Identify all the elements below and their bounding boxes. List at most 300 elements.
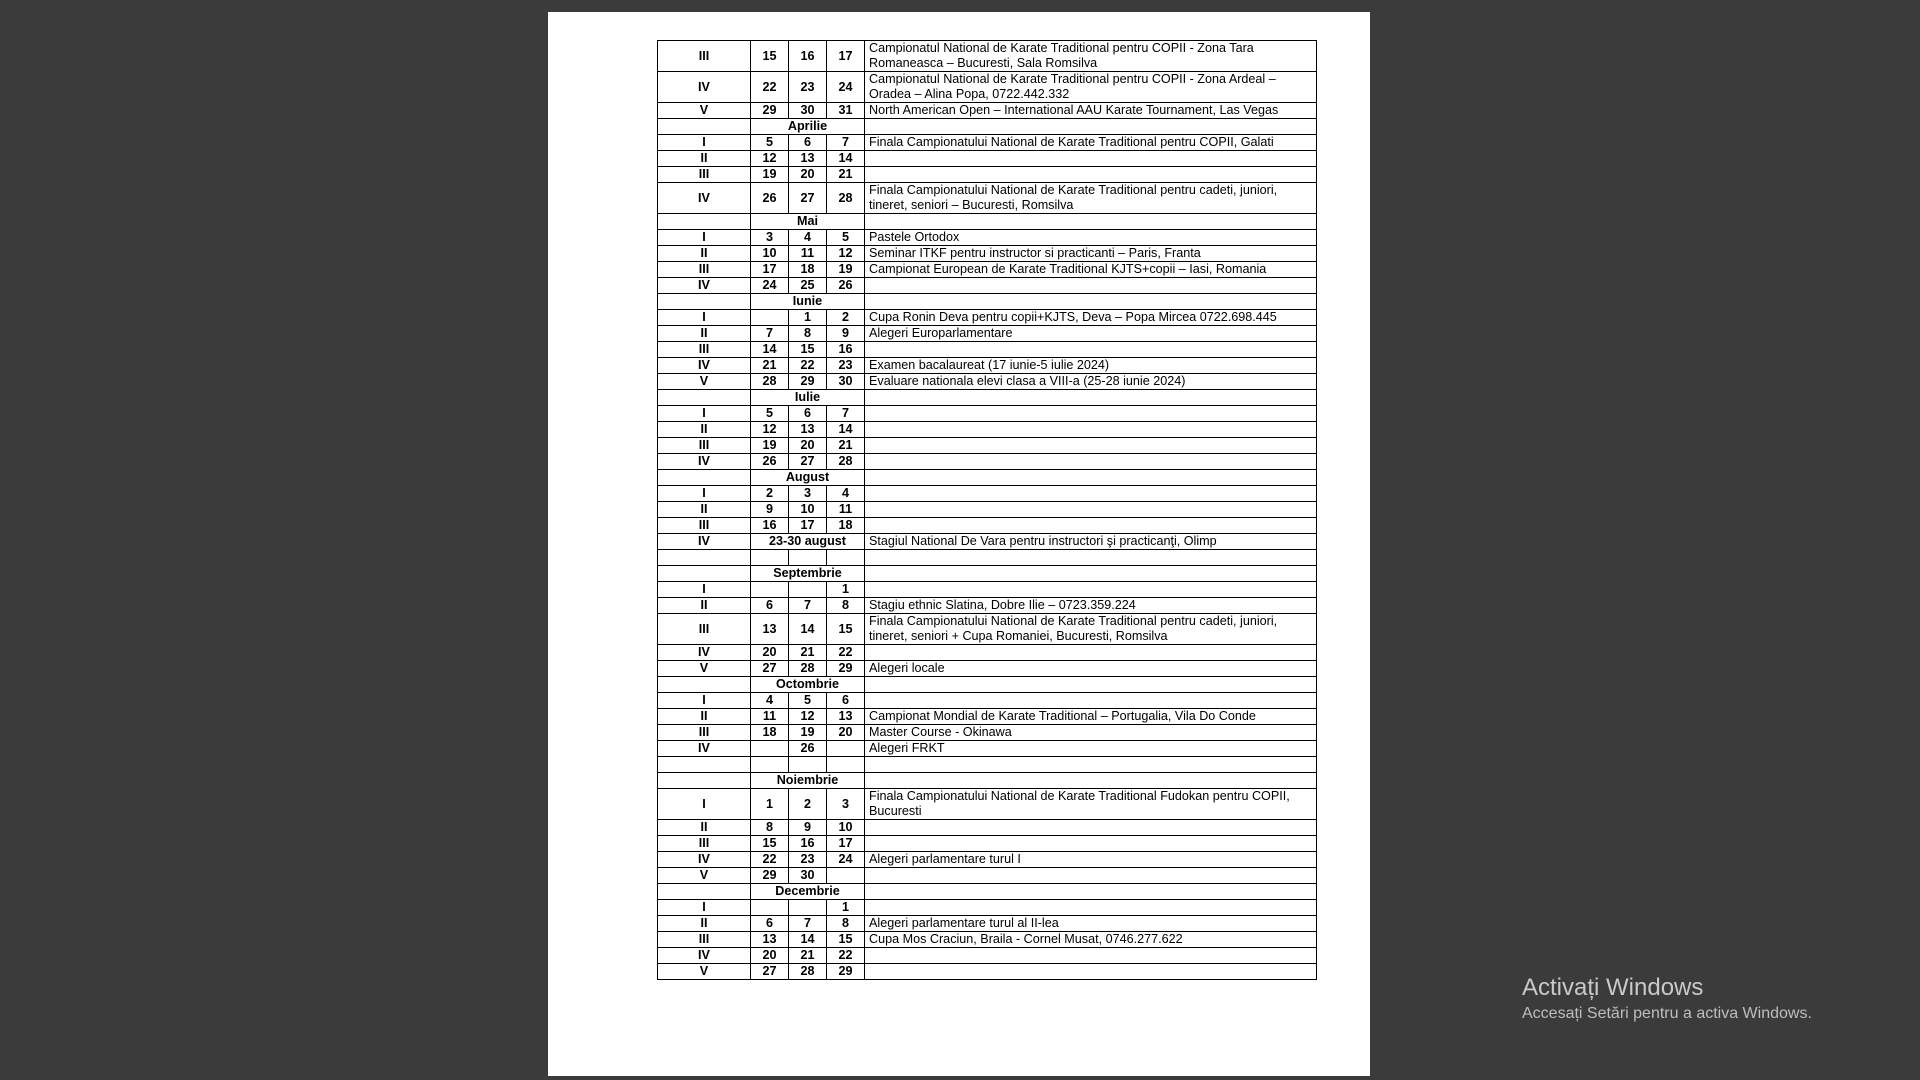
week-row [658,326,1317,342]
day-cell: 7 [789,916,827,932]
day-cell: 29 [827,661,865,677]
event-cell [865,550,1317,566]
week-number-cell: III [658,438,751,454]
week-row [658,151,1317,167]
day-cell: 2 [789,789,827,820]
day-cell: 25 [789,278,827,294]
day-cell: 21 [827,167,865,183]
day-cell: 17 [789,518,827,534]
event-cell [865,582,1317,598]
day-cell: 26 [751,454,789,470]
week-number-cell [658,550,751,566]
week-number-cell: I [658,900,751,916]
day-cell: 29 [751,103,789,119]
week-number-cell: IV [658,454,751,470]
event-cell: Examen bacalaureat (17 iunie-5 iulie 2024) [865,358,1317,374]
month-name: Octombrie [751,677,865,693]
event-cell: Cupa Ronin Deva pentru copii+KJTS, Deva – Popa Mircea 0722.698.445 [865,310,1317,326]
day-cell: 10 [789,502,827,518]
month-header-row [658,119,1317,135]
event-cell: Campionatul National de Karate Traditional pentru COPII - Zona Ardeal – Oradea – Alina Popa, 0722.442.332 [865,72,1317,103]
week-row [658,230,1317,246]
week-row [658,932,1317,948]
day-cell: 2 [751,486,789,502]
event-cell: Alegeri locale [865,661,1317,677]
day-cell: 8 [827,598,865,614]
week-number-cell: IV [658,645,751,661]
event-cell [865,518,1317,534]
event-cell: Finala Campionatului National de Karate Traditional pentru cadeti, juniori, tineret, seniori – Bucuresti, Romsilva [865,183,1317,214]
day-cell [827,868,865,884]
event-cell [865,390,1317,406]
week-row [658,916,1317,932]
week-row [658,709,1317,725]
week-number-cell: I [658,582,751,598]
month-name: Noiembrie [751,773,865,789]
week-number-cell: I [658,135,751,151]
event-cell [865,948,1317,964]
week-number-cell: I [658,789,751,820]
month-header-row [658,390,1317,406]
week-row [658,167,1317,183]
day-cell [789,582,827,598]
week-row [658,900,1317,916]
day-cell: 30 [789,868,827,884]
event-cell [865,406,1317,422]
week-number-cell: III [658,518,751,534]
week-number-cell: IV [658,741,751,757]
week-row [658,454,1317,470]
week-number-cell: I [658,310,751,326]
month-header-row [658,884,1317,900]
day-cell: 8 [751,820,789,836]
week-number-cell: V [658,374,751,390]
day-cell [789,900,827,916]
day-cell: 30 [789,103,827,119]
day-cell: 28 [789,964,827,980]
event-cell: Stagiu ethnic Slatina, Dobre Ilie – 0723.359.224 [865,598,1317,614]
event-cell: Alegeri parlamentare turul al II-lea [865,916,1317,932]
day-cell: 5 [751,135,789,151]
event-cell [865,645,1317,661]
week-row [658,741,1317,757]
day-cell: 14 [827,422,865,438]
event-cell [865,868,1317,884]
event-cell [865,757,1317,773]
day-cell: 13 [789,422,827,438]
day-cell: 8 [827,916,865,932]
event-cell: Alegeri FRKT [865,741,1317,757]
week-number-cell [658,119,751,135]
day-cell: 9 [827,326,865,342]
day-cell: 6 [789,135,827,151]
week-row [658,693,1317,709]
week-number-cell: II [658,502,751,518]
day-cell: 15 [751,836,789,852]
day-cell: 22 [789,358,827,374]
week-number-cell [658,294,751,310]
month-header-row [658,773,1317,789]
day-cell: 12 [751,422,789,438]
day-cell: 12 [751,151,789,167]
week-number-cell: II [658,151,751,167]
day-cell: 15 [827,614,865,645]
week-number-cell: I [658,406,751,422]
week-number-cell: II [658,709,751,725]
event-cell [865,119,1317,135]
month-header-row [658,214,1317,230]
day-cell: 27 [751,661,789,677]
week-row [658,183,1317,214]
week-row [658,262,1317,278]
day-cell: 11 [751,709,789,725]
day-cell: 22 [751,852,789,868]
day-cell [751,582,789,598]
event-cell [865,964,1317,980]
event-cell: Finala Campionatului National de Karate Traditional Fudokan pentru COPII, Bucuresti [865,789,1317,820]
month-header-row [658,470,1317,486]
day-cell: 10 [751,246,789,262]
day-cell: 1 [827,582,865,598]
day-cell [789,550,827,566]
day-cell: 3 [789,486,827,502]
day-cell: 21 [827,438,865,454]
day-cell: 27 [789,454,827,470]
week-number-cell: III [658,614,751,645]
week-number-cell: IV [658,852,751,868]
week-number-cell: III [658,725,751,741]
day-cell [751,550,789,566]
day-cell [789,757,827,773]
date-range-cell: 23-30 august [751,534,865,550]
day-cell: 4 [827,486,865,502]
day-cell: 29 [789,374,827,390]
day-cell: 23 [789,852,827,868]
event-cell [865,278,1317,294]
day-cell: 12 [827,246,865,262]
week-row [658,868,1317,884]
week-row [658,582,1317,598]
day-cell [751,741,789,757]
windows-activation-watermark [1522,973,1812,1025]
day-cell: 28 [827,183,865,214]
day-cell: 20 [789,167,827,183]
month-name: Mai [751,214,865,230]
day-cell: 14 [789,932,827,948]
month-name: Aprilie [751,119,865,135]
event-cell: Pastele Ortodox [865,230,1317,246]
day-cell: 28 [751,374,789,390]
event-cell: Stagiul National De Vara pentru instructori şi practicanţi, Olimp [865,534,1317,550]
calendar-table [657,40,1317,980]
event-cell [865,438,1317,454]
week-number-cell: V [658,868,751,884]
week-number-cell [658,757,751,773]
day-cell: 7 [789,598,827,614]
week-number-cell: II [658,916,751,932]
month-header-row [658,677,1317,693]
day-cell [827,550,865,566]
day-cell: 20 [827,725,865,741]
week-row [658,422,1317,438]
day-cell: 4 [751,693,789,709]
day-cell: 5 [751,406,789,422]
week-number-cell: II [658,326,751,342]
week-number-cell: III [658,41,751,72]
week-row [658,72,1317,103]
month-name: August [751,470,865,486]
day-cell: 14 [751,342,789,358]
day-cell: 15 [789,342,827,358]
day-cell: 5 [827,230,865,246]
day-cell: 4 [789,230,827,246]
day-cell: 17 [827,41,865,72]
watermark-title: Activați Windows [1522,974,1704,1001]
day-cell: 15 [751,41,789,72]
event-cell [865,836,1317,852]
week-row [658,598,1317,614]
day-cell: 19 [827,262,865,278]
event-cell: Campionat European de Karate Traditional KJTS+copii – Iasi, Romania [865,262,1317,278]
event-cell: Cupa Mos Craciun, Braila - Cornel Musat, 0746.277.622 [865,932,1317,948]
week-number-cell: II [658,422,751,438]
event-cell [865,566,1317,582]
day-cell: 8 [789,326,827,342]
day-cell: 24 [827,852,865,868]
calendar-body [658,41,1317,980]
event-cell [865,820,1317,836]
month-header-row [658,294,1317,310]
week-row [658,725,1317,741]
event-cell [865,151,1317,167]
week-row [658,789,1317,820]
month-name: Iulie [751,390,865,406]
day-cell: 14 [789,614,827,645]
day-cell: 7 [827,135,865,151]
week-number-cell [658,566,751,582]
week-row [658,518,1317,534]
event-cell [865,294,1317,310]
day-cell: 24 [827,72,865,103]
week-row [658,103,1317,119]
week-number-cell [658,214,751,230]
day-cell: 13 [789,151,827,167]
day-cell: 5 [789,693,827,709]
week-number-cell: I [658,486,751,502]
day-cell: 26 [789,741,827,757]
event-cell [865,342,1317,358]
week-number-cell: IV [658,183,751,214]
day-cell: 6 [751,598,789,614]
event-cell [865,502,1317,518]
blank-row [658,550,1317,566]
week-number-cell: III [658,342,751,358]
day-cell: 11 [827,502,865,518]
week-number-cell [658,390,751,406]
event-cell [865,422,1317,438]
day-cell: 20 [751,645,789,661]
day-cell: 18 [827,518,865,534]
day-cell: 21 [751,358,789,374]
week-row [658,135,1317,151]
week-number-cell: IV [658,72,751,103]
week-row [658,948,1317,964]
day-cell: 17 [751,262,789,278]
week-number-cell: IV [658,534,751,550]
week-number-cell: V [658,103,751,119]
week-row [658,358,1317,374]
day-cell: 23 [789,72,827,103]
week-row [658,406,1317,422]
day-cell: 16 [789,41,827,72]
day-cell: 11 [789,246,827,262]
day-cell: 16 [789,836,827,852]
day-cell: 18 [751,725,789,741]
day-cell: 6 [789,406,827,422]
event-cell: Master Course - Okinawa [865,725,1317,741]
week-row [658,310,1317,326]
event-cell [865,486,1317,502]
week-number-cell: III [658,167,751,183]
week-row [658,438,1317,454]
day-cell: 13 [751,614,789,645]
week-number-cell [658,773,751,789]
day-cell: 13 [751,932,789,948]
event-cell [865,900,1317,916]
day-cell [827,757,865,773]
event-cell: Alegeri parlamentare turul I [865,852,1317,868]
day-cell: 15 [827,932,865,948]
document-page [548,12,1370,1076]
week-number-cell [658,884,751,900]
day-cell: 18 [789,262,827,278]
day-cell: 19 [751,167,789,183]
day-cell: 10 [827,820,865,836]
week-number-cell: V [658,964,751,980]
day-cell [751,900,789,916]
event-cell: Campionatul National de Karate Traditional pentru COPII - Zona Tara Romaneasca – Bucuresti, Sala Romsilva [865,41,1317,72]
day-cell: 13 [827,709,865,725]
day-cell: 16 [827,342,865,358]
day-cell: 17 [827,836,865,852]
week-row [658,614,1317,645]
event-cell: Alegeri Europarlamentare [865,326,1317,342]
day-cell: 1 [751,789,789,820]
day-cell: 6 [827,693,865,709]
day-cell: 27 [751,964,789,980]
day-cell: 9 [751,502,789,518]
week-number-cell: I [658,230,751,246]
day-cell [751,310,789,326]
day-cell: 19 [789,725,827,741]
day-cell: 27 [789,183,827,214]
day-cell: 29 [827,964,865,980]
week-number-cell: II [658,598,751,614]
day-cell: 21 [789,948,827,964]
week-number-cell [658,677,751,693]
week-number-cell: III [658,262,751,278]
week-row [658,964,1317,980]
week-row [658,661,1317,677]
day-cell: 1 [789,310,827,326]
day-cell: 20 [751,948,789,964]
week-row [658,278,1317,294]
week-number-cell: I [658,693,751,709]
day-cell: 22 [751,72,789,103]
day-cell: 3 [751,230,789,246]
day-cell: 24 [751,278,789,294]
week-number-cell: III [658,836,751,852]
event-cell: Evaluare nationala elevi clasa a VIII-a (25-28 iunie 2024) [865,374,1317,390]
week-row [658,41,1317,72]
watermark-subtitle: Accesați Setări pentru a activa Windows. [1522,1005,1812,1022]
week-row [658,374,1317,390]
week-row [658,342,1317,358]
event-cell: Finala Campionatului National de Karate Traditional pentru COPII, Galati [865,135,1317,151]
day-cell: 6 [751,916,789,932]
week-row [658,486,1317,502]
day-cell: 7 [751,326,789,342]
week-row [658,502,1317,518]
event-cell [865,773,1317,789]
day-cell: 26 [827,278,865,294]
week-number-cell [658,470,751,486]
day-cell: 22 [827,645,865,661]
day-cell: 21 [789,645,827,661]
week-number-cell: IV [658,278,751,294]
week-row [658,820,1317,836]
event-cell: Finala Campionatului National de Karate Traditional pentru cadeti, juniori, tineret, seniori + Cupa Romaniei, Bucuresti, Romsilva [865,614,1317,645]
week-number-cell: V [658,661,751,677]
day-cell: 14 [827,151,865,167]
day-cell: 22 [827,948,865,964]
event-cell [865,693,1317,709]
month-name: Septembrie [751,566,865,582]
month-name: Decembrie [751,884,865,900]
day-cell: 31 [827,103,865,119]
week-number-cell: IV [658,358,751,374]
day-cell: 16 [751,518,789,534]
event-cell: North American Open – International AAU Karate Tournament, Las Vegas [865,103,1317,119]
week-number-cell: III [658,932,751,948]
day-cell: 7 [827,406,865,422]
day-cell: 26 [751,183,789,214]
day-cell: 12 [789,709,827,725]
week-number-cell: II [658,820,751,836]
day-cell [751,757,789,773]
month-name: Iunie [751,294,865,310]
day-cell: 3 [827,789,865,820]
day-cell: 29 [751,868,789,884]
event-cell [865,884,1317,900]
day-cell [827,741,865,757]
day-cell: 2 [827,310,865,326]
event-cell [865,470,1317,486]
week-number-cell: IV [658,948,751,964]
week-row [658,246,1317,262]
day-cell: 23 [827,358,865,374]
event-cell [865,677,1317,693]
day-cell: 1 [827,900,865,916]
event-cell [865,214,1317,230]
event-cell: Campionat Mondial de Karate Traditional – Portugalia, Vila Do Conde [865,709,1317,725]
event-cell [865,167,1317,183]
event-cell: Seminar ITKF pentru instructor si practicanti – Paris, Franta [865,246,1317,262]
week-row [658,645,1317,661]
month-header-row [658,566,1317,582]
day-cell: 20 [789,438,827,454]
day-cell: 19 [751,438,789,454]
